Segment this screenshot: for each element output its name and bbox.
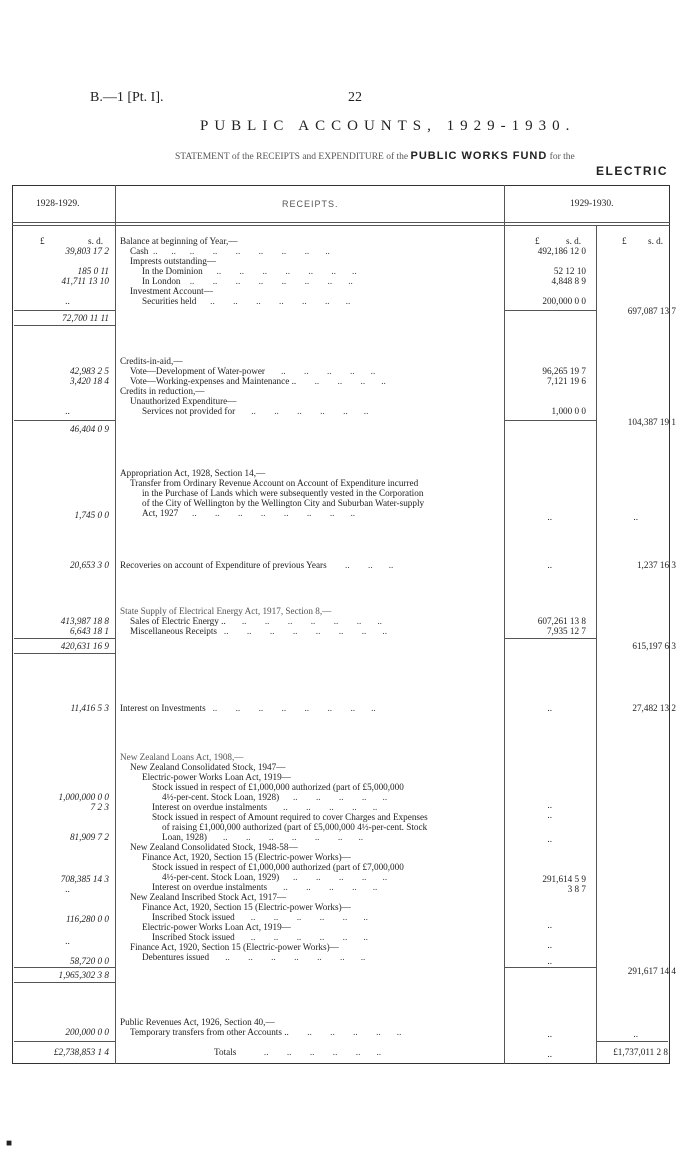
appropriation-line2: Transfer from Ordinary Revenue Account on Account of Expenditure incurred [130, 478, 419, 488]
header-rule [12, 222, 670, 223]
public-revenues-l2: Temporary transfers from other Accounts .. .. .. .. .. .. [130, 1027, 402, 1037]
col-divider-prev [115, 185, 116, 1064]
misc-prev: 6,643 18 1 [69, 626, 109, 636]
interest-curr: .. [547, 703, 552, 713]
totals-prev-rule [14, 1041, 115, 1042]
appropriation-line5: Act, 1927 .. .. .. .. .. .. .. .. [142, 508, 356, 518]
credits-prev-rule [14, 420, 115, 421]
securities-label: Securities held .. .. .. .. .. .. .. [142, 296, 351, 306]
loans-l17: Inscribed Stock issued .. .. .. .. .. .. [152, 912, 368, 922]
curr-pound-sign: £ [535, 236, 540, 246]
investment-heading: Investment Account— [130, 286, 213, 296]
cash-label: Cash .. .. .. .. .. .. .. .. .. [130, 246, 330, 256]
state-curr-rule [504, 638, 596, 639]
loans-l6-prev: 7 2 3 [90, 802, 109, 812]
public-revenues-curr: .. [547, 1029, 552, 1039]
appropriation-total: .. [633, 512, 638, 522]
statement-subtitle [175, 150, 575, 162]
interest-total: 27,482 13 2 [632, 703, 676, 713]
loans-l13: 4½-per-cent. Stock Loan, 1929) .. .. .. .. .. [162, 872, 388, 882]
imprests-heading: Imprests outstanding— [130, 256, 216, 266]
loans-l13-curr: 291,614 5 9 [542, 874, 586, 884]
loans-l2: New Zealand Consolidated Stock, 1947— [130, 762, 286, 772]
state-prev-rule [14, 638, 115, 639]
loans-l10: New Zealand Consolidated Stock, 1948-58— [130, 842, 298, 852]
prev-pound-sign: £ [40, 236, 45, 246]
loans-l9: Loan, 1928) .. .. .. .. .. .. .. [162, 832, 364, 842]
balance-curr-rule [504, 310, 596, 311]
prev-sd-header: s. d. [88, 236, 104, 246]
subtitle-pre: STATEMENT of the RECEIPTS and EXPENDITURE of the [175, 152, 409, 162]
col-header-curr: 1929-1930. [570, 199, 614, 209]
public-revenues-total: .. [633, 1029, 638, 1039]
misc-label: Miscellaneous Receipts .. .. .. .. .. .. .. .. [130, 626, 387, 636]
vote-work-curr: 7,121 19 6 [546, 376, 586, 386]
loans-l17-curr: .. [547, 920, 552, 930]
loans-l6: Interest on overdue instalments .. .. .. .. .. [152, 802, 378, 812]
sales-curr: 607,261 13 8 [537, 616, 586, 626]
margin-mark: ■ [6, 1138, 13, 1149]
totals-curr-rule [596, 1041, 668, 1042]
balance-total-curr: 697,087 13 7 [627, 306, 676, 316]
page-title: PUBLIC ACCOUNTS, 1929-1930. [200, 118, 576, 134]
page-number: 22 [348, 90, 362, 105]
subtitle-electric: ELECTRIC [596, 164, 668, 178]
london-curr: 4,848 8 9 [551, 276, 586, 286]
loans-prev-rule-2 [14, 982, 115, 983]
loans-total-prev: 1,965,302 3 8 [58, 970, 109, 980]
subtitle-post: for the [549, 152, 575, 162]
loans-l9-curr: .. [547, 834, 552, 844]
recoveries-curr: .. [547, 560, 552, 570]
cash-curr: 492,186 12 0 [537, 246, 586, 256]
recoveries-label: Recoveries on account of Expenditure of previous Years .. .. .. [120, 560, 394, 570]
state-total-prev: 420,631 16 9 [60, 641, 109, 651]
loans-l19-prev: .. [65, 936, 70, 946]
loans-l20: Finance Act, 1920, Section 15 (Electric-power Works)— [130, 942, 339, 952]
state-total-curr: 615,197 6 3 [632, 641, 676, 651]
sales-prev: 413,987 18 8 [60, 616, 109, 626]
totals-label: Totals .. .. .. .. .. .. [214, 1047, 382, 1057]
loans-l5-curr: .. [547, 800, 552, 810]
appropriation-line3: in the Purchase of Lands which were subsequently vested in the Corporation [142, 488, 424, 498]
london-prev: 41,711 13 10 [61, 276, 109, 286]
vote-dev-curr: 96,265 19 7 [542, 366, 586, 376]
loans-l8: of raising £1,000,000 authorized (part of £5,000,000 4½-per-cent. Stock [162, 822, 428, 832]
interest-label: Interest on Investments .. .. .. .. .. .. .. .. [120, 703, 376, 713]
public-revenues-prev: 200,000 0 0 [65, 1027, 109, 1037]
col-divider-curr [596, 225, 597, 1064]
subtitle-fund: PUBLIC WORKS FUND [410, 150, 548, 162]
totals-total: £1,737,011 2 8 [613, 1047, 668, 1057]
services-label: Services not provided for .. .. .. .. .. .. [142, 406, 369, 416]
balance-heading: Balance at beginning of Year,— [120, 236, 238, 246]
securities-curr: 200,000 0 0 [542, 296, 586, 306]
credits-total-curr: 104,387 19 1 [627, 417, 676, 427]
reduction-heading: Credits in reduction,— [120, 386, 205, 396]
cash-prev: 39,803 17 2 [65, 246, 109, 256]
interest-prev: 11,416 5 3 [70, 703, 109, 713]
loans-l17-prev: 116,280 0 0 [66, 914, 109, 924]
total-sd-header: s. d. [648, 236, 664, 246]
loans-l16: Finance Act, 1920, Section 15 (Electric-power Works)— [142, 902, 351, 912]
vote-work-label: Vote—Working-expenses and Maintenance .. .. .. .. .. [130, 376, 386, 386]
loans-l4: Stock issued in respect of £1,000,000 authorized (part of £5,000,000 [152, 782, 404, 792]
loans-l14: Interest on overdue instalments .. .. .. .. .. [152, 882, 378, 892]
loans-l3: Electric-power Works Loan Act, 1919— [142, 772, 291, 782]
loans-l6-curr: .. [547, 810, 552, 820]
loans-total-curr: 291,617 14 4 [627, 966, 676, 976]
securities-prev: .. [65, 296, 70, 306]
loans-l13-prev: 708,385 14 3 [60, 874, 109, 884]
balance-prev-rule [14, 310, 115, 311]
loans-l14-curr: 3 8 7 [567, 884, 586, 894]
loans-l12: Stock issued in respect of £1,000,000 authorized (part of £7,000,000 [152, 862, 404, 872]
appropriation-line4: of the City of Wellington by the Wellington City and Suburban Water-supply [142, 498, 425, 508]
loans-l18: Electric-power Works Loan Act, 1919— [142, 922, 291, 932]
appropriation-prev: 1,745 0 0 [74, 510, 109, 520]
loans-l9-prev: 81,909 7 2 [69, 832, 109, 842]
misc-curr: 7,935 12 7 [546, 626, 586, 636]
services-prev: .. [65, 406, 70, 416]
balance-total-prev: 72,700 11 11 [62, 313, 109, 323]
appropriation-line1: Appropriation Act, 1928, Section 14,— [120, 468, 266, 478]
col-header-receipts: RECEIPTS. [282, 199, 339, 209]
dominion-curr: 52 12 10 [553, 266, 586, 276]
appropriation-curr: .. [547, 512, 552, 522]
loans-l14-prev: .. [65, 884, 70, 894]
credits-total-prev: 46,404 0 9 [69, 424, 109, 434]
loans-l5: 4½-per-cent. Stock Loan, 1928) .. .. .. .. .. [162, 792, 388, 802]
loans-l19-curr: .. [547, 940, 552, 950]
public-revenues-l1: Public Revenues Act, 1926, Section 40,— [120, 1017, 275, 1027]
unauth-heading: Unauthorized Expenditure— [130, 396, 237, 406]
loans-l19: Inscribed Stock issued .. .. .. .. .. .. [152, 932, 368, 942]
recoveries-total: 1,237 16 3 [636, 560, 676, 570]
vote-dev-label: Vote—Development of Water-power .. .. .. .. .. [130, 366, 376, 376]
services-curr: 1,000 0 0 [551, 406, 586, 416]
loans-l21-prev: 58,720 0 0 [69, 956, 109, 966]
sales-label: Sales of Electric Energy .. .. .. .. .. .. .. .. [130, 616, 382, 626]
loans-curr-rule [504, 967, 596, 968]
state-supply-heading: State Supply of Electrical Energy Act, 1917, Section 8,— [120, 606, 332, 616]
vote-work-prev: 3,420 18 4 [69, 376, 109, 386]
col-header-prev: 1928-1929. [36, 199, 80, 209]
loans-l11: Finance Act, 1920, Section 15 (Electric-power Works)— [142, 852, 351, 862]
dominion-label: In the Dominion .. .. .. .. .. .. .. [142, 266, 357, 276]
total-pound-sign: £ [622, 236, 627, 246]
loans-prev-rule [14, 967, 115, 968]
document-reference: B.—1 [Pt. I]. [90, 90, 164, 105]
loans-l5-prev: 1,000,000 0 0 [58, 792, 109, 802]
state-prev-rule-2 [14, 653, 115, 654]
loans-l1: New Zealand Loans Act, 1908,— [120, 752, 244, 762]
col-divider-receipts [504, 185, 505, 1064]
dominion-prev: 185 0 11 [77, 266, 109, 276]
balance-prev-rule-2 [14, 325, 115, 326]
loans-l21-curr: .. [547, 956, 552, 966]
credits-curr-rule [504, 420, 596, 421]
loans-l15: New Zealand Inscribed Stock Act, 1917— [130, 892, 287, 902]
curr-sd-header: s. d. [566, 236, 582, 246]
totals-curr: .. [547, 1049, 552, 1059]
vote-dev-prev: 42,983 2 5 [69, 366, 109, 376]
totals-prev: £2,738,853 1 4 [53, 1047, 109, 1057]
loans-l21: Debentures issued .. .. .. .. .. .. .. [142, 952, 366, 962]
london-label: In London .. .. .. .. .. .. .. .. [142, 276, 353, 286]
credits-heading: Credits-in-aid,— [120, 356, 183, 366]
recoveries-prev: 20,653 3 0 [69, 560, 109, 570]
header-rule-2 [12, 225, 670, 226]
loans-l7: Stock issued in respect of Amount required to cover Charges and Expenses [152, 812, 428, 822]
